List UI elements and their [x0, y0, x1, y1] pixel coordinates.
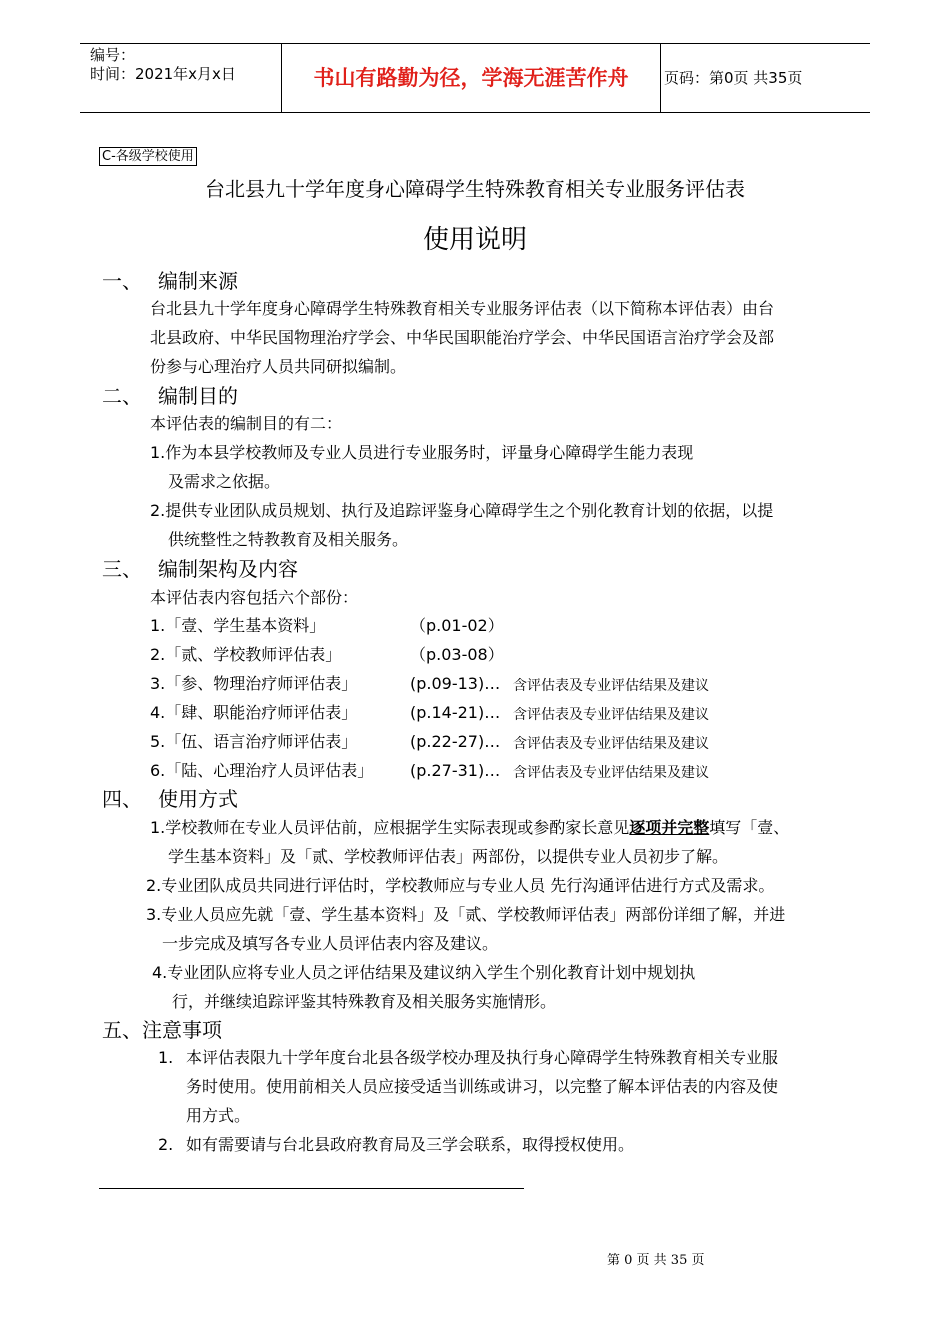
section-5-item-1-cont: 务时使用。使用前相关人员应接受适当训练或讲习，以完整了解本评估表的内容及使 — [186, 1077, 779, 1096]
item-1-text: 1.学校教师在专业人员评估前，应根据学生实际表现或参酌家长意见 — [150, 818, 630, 837]
part-label: 6.「陆、心理治疗人员评估表」 — [150, 761, 374, 780]
section-5-num-2: 2. — [158, 1135, 174, 1154]
part-pages: (p.14-21)… — [410, 703, 501, 722]
footnote-divider — [99, 1188, 524, 1189]
section-5-item-1: 本评估表限九十学年度台北县各级学校办理及执行身心障碍学生特殊教育相关专业服 — [186, 1048, 779, 1067]
item-1-emphasis: 逐项并完整 — [629, 818, 710, 837]
part-note: 含评估表及专业评估结果及建议 — [513, 736, 709, 752]
usage-tag: C-各级学校使用 — [99, 147, 197, 166]
section-5-item-2: 如有需要请与台北县政府教育局及三学会联系，取得授权使用。 — [186, 1135, 635, 1154]
section-3-intro: 本评估表内容包括六个部份： — [150, 588, 359, 607]
page-footer: 第 0 页 共 35 页 — [607, 1253, 705, 1268]
part-pages: （p.01-02） — [410, 616, 504, 635]
part-label: 2.「贰、学校教师评估表」 — [150, 645, 342, 664]
part-pages: (p.22-27)… — [410, 732, 501, 751]
part-note: 含评估表及专业评估结果及建议 — [513, 678, 709, 694]
section-2-item-1-cont: 及需求之依据。 — [168, 472, 281, 491]
section-2-item-2: 2.提供专业团队成员规划、执行及追踪评鉴身心障碍学生之个别化教育计划的依据，以提 — [150, 501, 774, 520]
header-meta — [80, 44, 280, 112]
part-label: 1.「壹、学生基本资料」 — [150, 616, 326, 635]
part-label: 4.「肆、职能治疗师评估表」 — [150, 703, 358, 722]
section-3-number: 三、 — [102, 557, 142, 581]
part-pages: (p.27-31)… — [410, 761, 501, 780]
section-1-line: 份参与心理治疗人员共同研拟编制。 — [150, 357, 407, 376]
section-2-item-2-cont: 供统整性之特教教育及相关服务。 — [168, 530, 409, 549]
time-label: 时间：2021年x月x日 — [90, 65, 236, 83]
section-2-number: 二、 — [102, 384, 142, 408]
document-subtitle: 使用说明 — [422, 225, 527, 255]
section-4-number: 四、 — [102, 787, 142, 811]
section-4-heading: 使用方式 — [158, 787, 238, 811]
part-note: 含评估表及专业评估结果及建议 — [513, 765, 709, 781]
section-5-num-1: 1. — [158, 1048, 174, 1067]
section-3-heading: 编制架构及内容 — [158, 557, 298, 581]
section-4-item-3-cont: 一步完成及填写各专业人员评估表内容及建议。 — [162, 934, 499, 953]
section-4-item-1-cont: 学生基本资料」及「贰、学校教师评估表」两部份，以提供专业人员初步了解。 — [168, 847, 729, 866]
document-title: 台北县九十学年度身心障碍学生特殊教育相关专业服务评估表 — [205, 177, 745, 201]
section-2-heading: 编制目的 — [158, 384, 238, 408]
section-2-item-1: 1.作为本县学校教师及专业人员进行专业服务时，评量身心障碍学生能力表现 — [150, 443, 694, 462]
part-pages: （p.03-08） — [410, 645, 504, 664]
section-2-intro: 本评估表的编制目的有二： — [150, 414, 343, 433]
part-label: 3.「参、物理治疗师评估表」 — [150, 674, 358, 693]
section-1-line: 台北县九十学年度身心障碍学生特殊教育相关专业服务评估表（以下简称本评估表）由台 — [150, 299, 775, 318]
section-5-heading: 五、注意事项 — [102, 1018, 222, 1042]
section-4-item-3: 3.专业人员应先就「壹、学生基本资料」及「贰、学校教师评估表」两部份详细了解，并进 — [146, 905, 786, 924]
header-page-info: 页码：第0页 共35页 — [664, 69, 803, 87]
section-1-number: 一、 — [102, 269, 142, 293]
number-label: 编号： — [90, 46, 136, 64]
section-4-item-4: 4.专业团队应将专业人员之评估结果及建议纳入学生个别化教育计划中规划执 — [152, 963, 696, 982]
section-5-item-1-cont: 用方式。 — [186, 1106, 251, 1125]
part-note: 含评估表及专业评估结果及建议 — [513, 707, 709, 723]
header-table — [80, 43, 870, 113]
section-4-item-2: 2.专业团队成员共同进行评估时，学校教师应与专业人员 先行沟通评估进行方式及需求。 — [146, 876, 775, 895]
section-4-item-1 — [150, 817, 789, 839]
header-slogan: 书山有路勤为径，学海无涯苦作舟 — [281, 44, 661, 112]
item-1-text-end: 填写「壹、 — [709, 818, 790, 837]
part-label: 5.「伍、语言治疗师评估表」 — [150, 732, 358, 751]
section-4-item-4-cont: 行，并继续追踪评鉴其特殊教育及相关服务实施情形。 — [172, 992, 557, 1011]
section-1-line: 北县政府、中华民国物理治疗学会、中华民国职能治疗学会、中华民国语言治疗学会及部 — [150, 328, 775, 347]
part-pages: (p.09-13)… — [410, 674, 501, 693]
section-1-heading: 编制来源 — [158, 269, 238, 293]
